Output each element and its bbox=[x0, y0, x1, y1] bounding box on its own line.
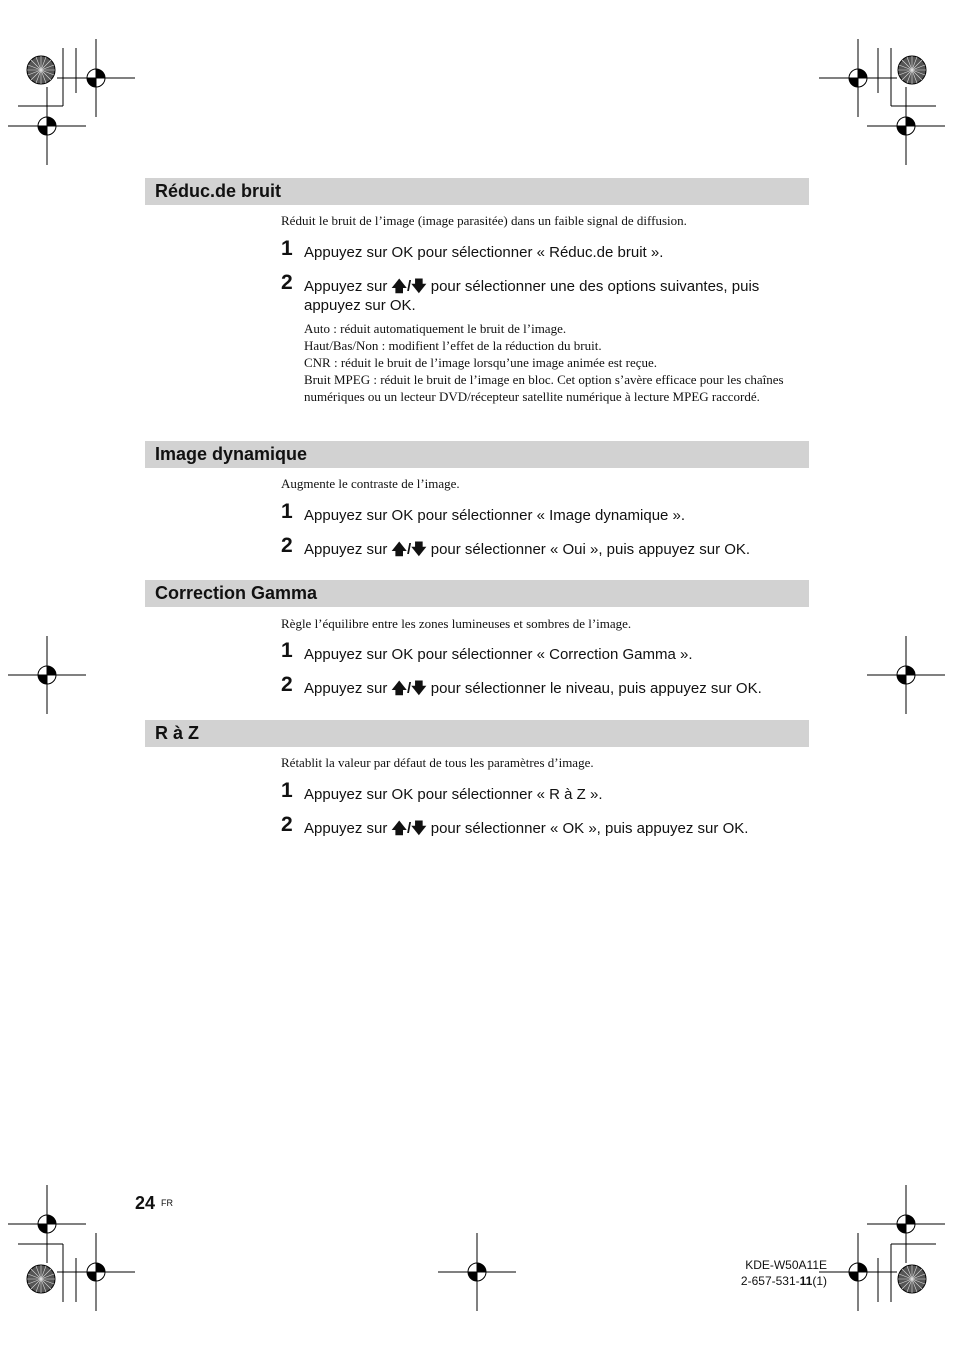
section-intro: Réduit le bruit de l’image (image parasitée) dans un faible signal de diffusion. bbox=[281, 213, 687, 228]
option-haut-bas-non: Haut/Bas/Non : modifient l’effet de la réduction du bruit. bbox=[304, 338, 602, 353]
section-heading-correction-gamma bbox=[145, 580, 809, 607]
step-text: Appuyez sur OK pour sélectionner « Correction Gamma ». bbox=[304, 646, 693, 663]
section-heading-r-a-z bbox=[145, 720, 809, 747]
page-language: FR bbox=[161, 1198, 173, 1208]
page-number: 24 bbox=[135, 1193, 156, 1213]
up-down-arrow-icon: 🡅/🡇 bbox=[391, 820, 427, 837]
section-title: R à Z bbox=[155, 723, 200, 743]
up-down-arrow-icon: 🡅/🡇 bbox=[391, 278, 427, 295]
section-intro: Rétablit la valeur par défaut de tous les paramètres d’image. bbox=[281, 755, 594, 770]
step-text: Appuyez sur OK pour sélectionner « Image dynamique ». bbox=[304, 507, 686, 524]
step-number: 2 bbox=[281, 813, 293, 836]
option-bruit-mpeg: Bruit MPEG : réduit le bruit de l’image en bloc. Cet option s’avère efficace pour les chaînes numériques ou un lecteur DVD/récepteur satellite numérique à lecture MPEG raccordé. bbox=[304, 372, 784, 404]
step-number: 2 bbox=[281, 673, 293, 696]
model-number: KDE-W50A11E bbox=[745, 1258, 827, 1272]
step-number: 2 bbox=[281, 534, 293, 557]
step-text: Appuyez sur 🡅/🡇 pour sélectionner une des options suivantes, puis appuyez sur OK. bbox=[304, 278, 760, 314]
section-intro: Règle l’équilibre entre les zones lumineuses et sombres de l’image. bbox=[281, 616, 632, 631]
section-intro: Augmente le contraste de l’image. bbox=[281, 476, 460, 491]
section-heading-reduc-bruit bbox=[145, 178, 809, 205]
step-number: 2 bbox=[281, 271, 293, 294]
step-text: Appuyez sur 🡅/🡇 pour sélectionner « Oui », puis appuyez sur OK. bbox=[304, 541, 751, 558]
section-title: Image dynamique bbox=[155, 444, 308, 464]
model-info bbox=[741, 1257, 827, 1289]
step-number: 1 bbox=[281, 779, 293, 802]
section-title: Correction Gamma bbox=[155, 583, 318, 603]
section-title: Réduc.de bruit bbox=[155, 181, 282, 201]
document-code: 2-657-531-11(1) bbox=[740, 1274, 827, 1288]
step-number: 1 bbox=[281, 500, 293, 523]
step-text: Appuyez sur OK pour sélectionner « Réduc.de bruit ». bbox=[304, 244, 664, 261]
step-number: 1 bbox=[281, 237, 293, 260]
up-down-arrow-icon: 🡅/🡇 bbox=[391, 680, 427, 697]
step-text: Appuyez sur 🡅/🡇 pour sélectionner « OK », puis appuyez sur OK. bbox=[304, 820, 749, 837]
option-auto: Auto : réduit automatiquement le bruit de l’image. bbox=[304, 321, 567, 336]
option-list bbox=[304, 320, 804, 405]
step-text: Appuyez sur OK pour sélectionner « R à Z ». bbox=[304, 786, 603, 803]
option-cnr: CNR : réduit le bruit de l’image lorsqu’une image animée est reçue. bbox=[304, 355, 658, 370]
section-heading-image-dynamique bbox=[145, 441, 809, 468]
up-down-arrow-icon: 🡅/🡇 bbox=[391, 541, 427, 558]
step-text: Appuyez sur 🡅/🡇 pour sélectionner le niveau, puis appuyez sur OK. bbox=[304, 680, 762, 697]
step-number: 1 bbox=[281, 639, 293, 662]
